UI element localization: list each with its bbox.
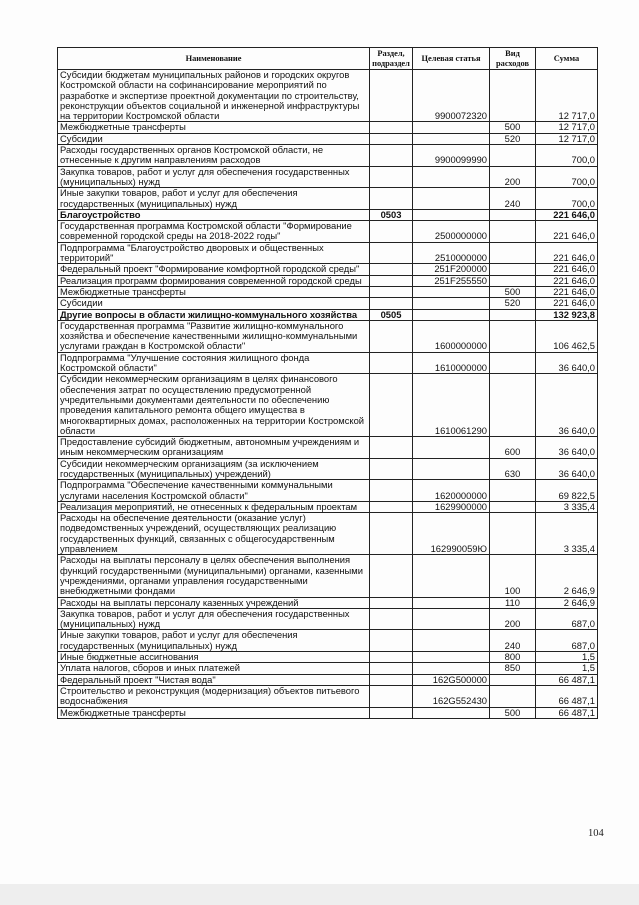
cell-name: Подпрограмма "Благоустройство дворовых и общественных территорий" — [58, 242, 370, 264]
cell-name: Межбюджетные трансферты — [58, 122, 370, 133]
cell-target — [413, 555, 490, 597]
cell-target: 9900099990 — [413, 145, 490, 167]
cell-name: Расходы на выплаты персоналу в целях обеспечения выполнения функций государственными (муниципальными) органами, казенными учреждениями, органами управления государственными внебюджетными фондами — [58, 555, 370, 597]
cell-type — [490, 513, 536, 555]
cell-sum: 12 717,0 — [536, 70, 598, 122]
cell-sum: 12 717,0 — [536, 122, 598, 133]
cell-target — [413, 286, 490, 297]
cell-section — [370, 597, 413, 608]
cell-sum: 12 717,0 — [536, 133, 598, 144]
cell-section — [370, 707, 413, 718]
cell-section — [370, 145, 413, 167]
table-row — [58, 188, 598, 210]
cell-name: Строительство и реконструкция (модернизация) объектов питьевого водоснабжения — [58, 685, 370, 707]
header-target: Целевая статья — [413, 48, 490, 70]
cell-target: 251F255550 — [413, 275, 490, 286]
table-row — [58, 352, 598, 374]
table-row — [58, 501, 598, 512]
cell-sum: 36 640,0 — [536, 437, 598, 459]
cell-target — [413, 597, 490, 608]
cell-type: 240 — [490, 188, 536, 210]
cell-target: 1610061290 — [413, 374, 490, 437]
cell-type: 630 — [490, 458, 536, 480]
cell-target — [413, 437, 490, 459]
cell-sum: 687,0 — [536, 630, 598, 652]
cell-section — [370, 501, 413, 512]
cell-target: 162G500000 — [413, 674, 490, 685]
cell-sum: 221 646,0 — [536, 221, 598, 243]
cell-name: Реализация мероприятий, не отнесенных к федеральным проектам — [58, 501, 370, 512]
cell-type: 100 — [490, 555, 536, 597]
cell-type — [490, 209, 536, 220]
cell-sum: 69 822,5 — [536, 480, 598, 502]
table-row — [58, 458, 598, 480]
cell-sum: 221 646,0 — [536, 242, 598, 264]
cell-sum: 3 335,4 — [536, 501, 598, 512]
cell-section — [370, 480, 413, 502]
cell-target — [413, 458, 490, 480]
cell-name: Расходы на обеспечение деятельности (оказание услуг) подведомственных учреждений, осуществляющих реализацию государственных функций, связанных с общегосударственным управлением — [58, 513, 370, 555]
cell-sum: 221 646,0 — [536, 298, 598, 309]
cell-section — [370, 630, 413, 652]
cell-target — [413, 298, 490, 309]
cell-type — [490, 480, 536, 502]
cell-name: Иные закупки товаров, работ и услуг для обеспечения государственных (муниципальных) нужд — [58, 630, 370, 652]
cell-section — [370, 513, 413, 555]
cell-section — [370, 264, 413, 275]
cell-type — [490, 70, 536, 122]
cell-sum: 687,0 — [536, 608, 598, 630]
cell-target: 9900072320 — [413, 70, 490, 122]
cell-sum: 66 487,1 — [536, 674, 598, 685]
table-row — [58, 242, 598, 264]
cell-type: 850 — [490, 663, 536, 674]
cell-target: 1610000000 — [413, 352, 490, 374]
cell-section — [370, 674, 413, 685]
cell-section — [370, 663, 413, 674]
cell-sum: 1,5 — [536, 663, 598, 674]
cell-name: Иные закупки товаров, работ и услуг для обеспечения государственных (муниципальных) нужд — [58, 188, 370, 210]
table-row — [58, 480, 598, 502]
cell-sum: 3 335,4 — [536, 513, 598, 555]
table-row — [58, 374, 598, 437]
cell-type: 500 — [490, 707, 536, 718]
cell-name: Закупка товаров, работ и услуг для обеспечения государственных (муниципальных) нужд — [58, 166, 370, 188]
table-row — [58, 298, 598, 309]
cell-type — [490, 685, 536, 707]
cell-section — [370, 374, 413, 437]
header-section: Раздел, подраздел — [370, 48, 413, 70]
cell-sum: 700,0 — [536, 145, 598, 167]
cell-section: 0505 — [370, 309, 413, 320]
cell-target — [413, 188, 490, 210]
cell-name: Межбюджетные трансферты — [58, 286, 370, 297]
cell-section — [370, 458, 413, 480]
cell-sum: 221 646,0 — [536, 264, 598, 275]
table-row — [58, 145, 598, 167]
cell-type: 520 — [490, 298, 536, 309]
table-row — [58, 309, 598, 320]
cell-target — [413, 608, 490, 630]
cell-section — [370, 166, 413, 188]
cell-type — [490, 320, 536, 352]
table-row — [58, 555, 598, 597]
cell-name: Подпрограмма "Улучшение состояния жилищного фонда Костромской области" — [58, 352, 370, 374]
cell-type: 200 — [490, 166, 536, 188]
table-row — [58, 275, 598, 286]
table-row — [58, 513, 598, 555]
cell-sum: 221 646,0 — [536, 209, 598, 220]
table-row — [58, 209, 598, 220]
header-sum: Сумма — [536, 48, 598, 70]
cell-name: Закупка товаров, работ и услуг для обеспечения государственных (муниципальных) нужд — [58, 608, 370, 630]
cell-name: Федеральный проект "Формирование комфортной городской среды" — [58, 264, 370, 275]
cell-section — [370, 320, 413, 352]
cell-name: Межбюджетные трансферты — [58, 707, 370, 718]
cell-section — [370, 608, 413, 630]
table-row — [58, 597, 598, 608]
table-row — [58, 122, 598, 133]
cell-type — [490, 352, 536, 374]
scan-bottom-strip — [0, 884, 639, 905]
table-row — [58, 320, 598, 352]
cell-section — [370, 298, 413, 309]
cell-target — [413, 630, 490, 652]
cell-sum: 106 462,5 — [536, 320, 598, 352]
cell-section — [370, 242, 413, 264]
cell-section — [370, 652, 413, 663]
page-number: 104 — [588, 828, 604, 839]
cell-name: Субсидии — [58, 298, 370, 309]
cell-sum: 66 487,1 — [536, 685, 598, 707]
cell-section — [370, 122, 413, 133]
cell-sum: 700,0 — [536, 188, 598, 210]
cell-section — [370, 70, 413, 122]
table-row — [58, 663, 598, 674]
cell-type: 800 — [490, 652, 536, 663]
cell-target: 162990059Ю — [413, 513, 490, 555]
cell-target: 1629900000 — [413, 501, 490, 512]
cell-target — [413, 652, 490, 663]
cell-section — [370, 133, 413, 144]
table-row — [58, 707, 598, 718]
cell-name: Расходы на выплаты персоналу казенных учреждений — [58, 597, 370, 608]
cell-type — [490, 221, 536, 243]
cell-target — [413, 166, 490, 188]
table-row — [58, 652, 598, 663]
cell-target: 1620000000 — [413, 480, 490, 502]
table-row — [58, 166, 598, 188]
cell-type — [490, 264, 536, 275]
cell-name: Подпрограмма "Обеспечение качественными коммунальными услугами населения Костромской области" — [58, 480, 370, 502]
cell-type: 200 — [490, 608, 536, 630]
cell-section — [370, 275, 413, 286]
cell-sum: 2 646,9 — [536, 597, 598, 608]
table-row — [58, 221, 598, 243]
cell-target: 162G552430 — [413, 685, 490, 707]
cell-target — [413, 663, 490, 674]
cell-section — [370, 437, 413, 459]
cell-type: 520 — [490, 133, 536, 144]
cell-name: Государственная программа Костромской области "Формирование современной городской среды на 2018-2022 годы" — [58, 221, 370, 243]
cell-sum: 700,0 — [536, 166, 598, 188]
cell-target: 2500000000 — [413, 221, 490, 243]
cell-sum: 36 640,0 — [536, 352, 598, 374]
cell-name: Другие вопросы в области жилищно-коммунального хозяйства — [58, 309, 370, 320]
cell-name: Федеральный проект "Чистая вода" — [58, 674, 370, 685]
cell-name: Государственная программа "Развитие жилищно-коммунального хозяйства и обеспечение качественными жилищно-коммунальными услугами граждан в Костромской области" — [58, 320, 370, 352]
cell-target: 1600000000 — [413, 320, 490, 352]
cell-name: Иные бюджетные ассигнования — [58, 652, 370, 663]
cell-target: 251F200000 — [413, 264, 490, 275]
cell-sum: 221 646,0 — [536, 286, 598, 297]
cell-target — [413, 122, 490, 133]
cell-type — [490, 275, 536, 286]
cell-type — [490, 674, 536, 685]
cell-type — [490, 309, 536, 320]
cell-target — [413, 707, 490, 718]
cell-target: 2510000000 — [413, 242, 490, 264]
cell-sum: 66 487,1 — [536, 707, 598, 718]
cell-type: 500 — [490, 286, 536, 297]
cell-type: 110 — [490, 597, 536, 608]
cell-target — [413, 133, 490, 144]
cell-section: 0503 — [370, 209, 413, 220]
cell-section — [370, 352, 413, 374]
cell-name: Благоустройство — [58, 209, 370, 220]
cell-section — [370, 685, 413, 707]
cell-name: Уплата налогов, сборов и иных платежей — [58, 663, 370, 674]
cell-type: 240 — [490, 630, 536, 652]
table-row — [58, 674, 598, 685]
cell-type — [490, 374, 536, 437]
cell-type: 500 — [490, 122, 536, 133]
cell-section — [370, 221, 413, 243]
cell-sum: 132 923,8 — [536, 309, 598, 320]
cell-sum: 1,5 — [536, 652, 598, 663]
table-row — [58, 286, 598, 297]
cell-target — [413, 209, 490, 220]
cell-name: Субсидии некоммерческим организациям (за исключением государственных (муниципальных) учреждений) — [58, 458, 370, 480]
header-name: Наименование — [58, 48, 370, 70]
cell-sum: 221 646,0 — [536, 275, 598, 286]
table-row — [58, 608, 598, 630]
cell-name: Расходы государственных органов Костромской области, не отнесенные к другим направлениям расходов — [58, 145, 370, 167]
table-body — [58, 70, 598, 719]
cell-type — [490, 145, 536, 167]
table-row — [58, 630, 598, 652]
cell-sum: 36 640,0 — [536, 458, 598, 480]
table-row — [58, 70, 598, 122]
cell-type — [490, 501, 536, 512]
cell-sum: 2 646,9 — [536, 555, 598, 597]
table-row — [58, 264, 598, 275]
cell-name: Предоставление субсидий бюджетным, автономным учреждениям и иным некоммерческим организациям — [58, 437, 370, 459]
table-row — [58, 133, 598, 144]
cell-name: Субсидии — [58, 133, 370, 144]
cell-type: 600 — [490, 437, 536, 459]
table-header-row — [58, 48, 598, 70]
cell-name: Субсидии некоммерческим организациям в целях финансового обеспечения затрат по осуществлению предусмотренной учредительными документами деятельности по обеспечению проведения капитального ремонта общего имущества в многоквартирных домах, расположенных на территории Костромской области — [58, 374, 370, 437]
cell-section — [370, 188, 413, 210]
cell-target — [413, 309, 490, 320]
cell-section — [370, 286, 413, 297]
cell-name: Субсидии бюджетам муниципальных районов и городских округов Костромской области на софинансирование мероприятий по разработке и экспертизе проектной документации по строительству, реконструкции объектов социальной и инженерной инфраструктуры на территории Костромской области — [58, 70, 370, 122]
budget-table — [57, 47, 598, 719]
cell-type — [490, 242, 536, 264]
cell-section — [370, 555, 413, 597]
header-type: Вид расходов — [490, 48, 536, 70]
table-row — [58, 437, 598, 459]
cell-sum: 36 640,0 — [536, 374, 598, 437]
cell-name: Реализация программ формирования современной городской среды — [58, 275, 370, 286]
table-row — [58, 685, 598, 707]
